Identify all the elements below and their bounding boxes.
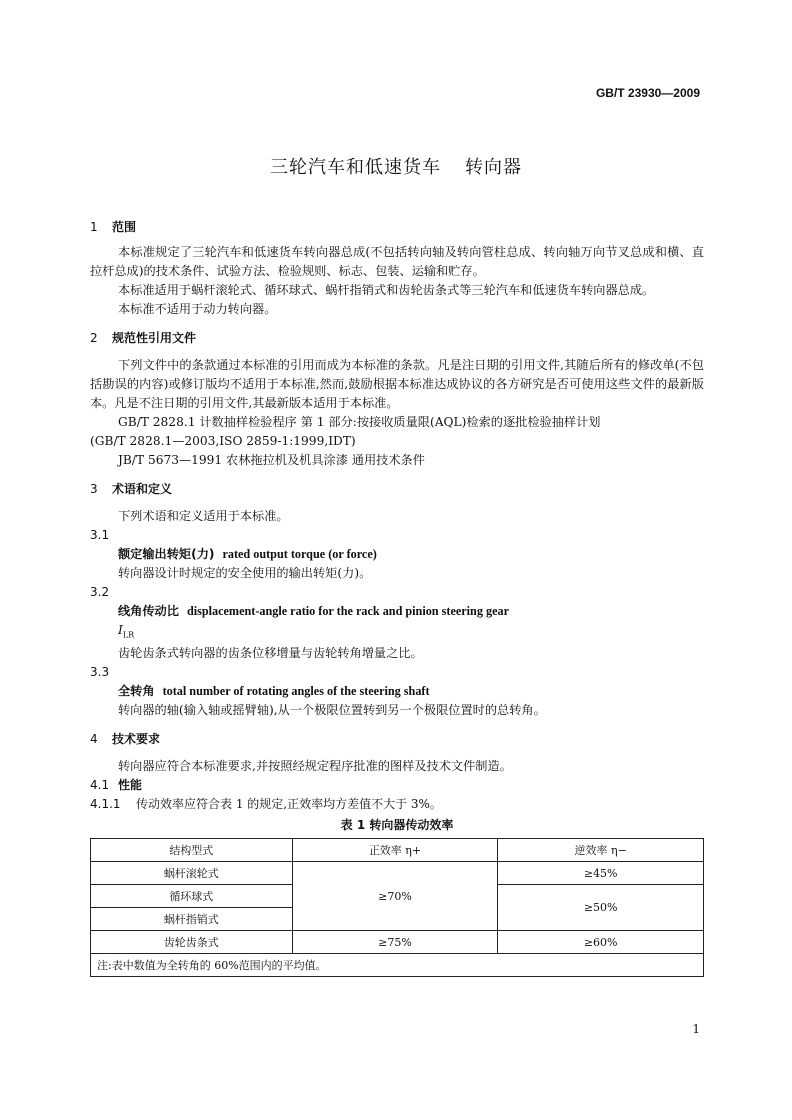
table-1-caption: 表 1 转向器传动效率 xyxy=(340,818,454,833)
section-2-heading: 2 规范性引用文件 xyxy=(90,331,197,345)
header-structure-type: 结构型式 xyxy=(91,839,293,862)
section-4-heading: 4 技术要求 xyxy=(90,732,161,747)
row-type: 蜗杆滚轮式 xyxy=(91,862,293,885)
section-1-heading: 1 范围 xyxy=(90,220,137,234)
efficiency-table xyxy=(90,838,704,977)
reverse-efficiency-4: ≥60% xyxy=(498,931,704,954)
row-type: 循环球式 xyxy=(91,885,293,908)
standard-code: GB/T 23930—2009 xyxy=(595,86,700,100)
section-2-para-1: 下列文件中的条款通过本标准的引用而成为本标准的条款。凡是注日期的引用文件,其随后所有的修改单(不包括勘误的内容)或修订版均不适用于本标准,然而,鼓励根据本标准达成协议的各方研究是否可使用这些文件的最新版本。凡是不注日期的引用文件,其最新版本适用于本标准。 xyxy=(90,358,704,410)
term-3-1: 额定输出转矩(力) rated output torque (or force) xyxy=(118,547,377,561)
section-3-intro: 下列术语和定义适用于本标准。 xyxy=(118,509,289,523)
reference-1: GB/T 2828.1 计数抽样检验程序 第 1 部分:按接收质量限(AQL)检索的逐批检验抽样计划 xyxy=(118,415,601,429)
reverse-efficiency-1: ≥45% xyxy=(498,862,704,885)
subsection-4-1-heading: 4.1 性能 xyxy=(90,778,143,793)
term-3-2-definition: 齿轮齿条式转向器的齿条位移增量与齿轮转角增量之比。 xyxy=(118,646,423,661)
row-type: 齿轮齿条式 xyxy=(91,931,293,954)
term-3-2: 线角传动比 displacement-angle ratio for the rack and pinion steering gear xyxy=(118,604,509,618)
page-number: 1 xyxy=(692,1022,700,1036)
table-row xyxy=(91,931,704,954)
section-4-para-1: 转向器应符合本标准要求,并按照经规定程序批准的图样及技术文件制造。 xyxy=(118,759,512,774)
forward-efficiency-4: ≥75% xyxy=(292,931,498,954)
reference-2: JB/T 5673—1991 农林拖拉机及机具涂漆 通用技术条件 xyxy=(118,453,425,467)
row-type: 蜗杆指销式 xyxy=(91,908,293,931)
table-note: 注:表中数值为全转角的 60%范围内的平均值。 xyxy=(91,954,704,977)
table-header-row xyxy=(91,839,704,862)
document-title xyxy=(0,153,792,179)
term-3-2-number: 3.2 xyxy=(90,585,110,599)
header-forward-efficiency: 正效率 η+ xyxy=(292,839,498,862)
header-reverse-efficiency: 逆效率 η− xyxy=(498,839,704,862)
title-part1: 三轮汽车和低速货车 xyxy=(270,157,441,178)
forward-efficiency-group: ≥70% xyxy=(292,862,498,931)
term-3-1-number: 3.1 xyxy=(90,528,110,542)
clause-4-1-1: 4.1.1 传动效率应符合表 1 的规定,正效率均方差值不大于 3%。 xyxy=(90,797,442,812)
term-3-2-symbol: $I_{LR}$ xyxy=(118,623,135,640)
term-3-3-definition: 转向器的轴(输入轴或摇臂轴),从一个极限位置转到另一个极限位置时的总转角。 xyxy=(118,703,546,718)
section-3-heading: 3 术语和定义 xyxy=(90,482,173,496)
section-1-para-1: 本标准规定了三轮汽车和低速货车转向器总成(不包括转向轴及转向管柱总成、转向轴万向节叉总成和横、直拉杆总成)的技术条件、试验方法、检验规则、标志、包装、运输和贮存。 xyxy=(90,245,704,278)
table-row xyxy=(91,862,704,885)
term-3-1-definition: 转向器设计时规定的安全使用的输出转矩(力)。 xyxy=(118,566,372,580)
reference-1-cont: (GB/T 2828.1—2003,ISO 2859-1:1999,IDT) xyxy=(90,434,356,448)
term-3-3: 全转角 total number of rotating angles of the steering shaft xyxy=(118,684,430,699)
title-part2: 转向器 xyxy=(465,157,522,178)
section-1-para-2: 本标准适用于蜗杆滚轮式、循环球式、蜗杆指销式和齿轮齿条式等三轮汽车和低速货车转向器总成。 xyxy=(118,283,655,297)
document-body xyxy=(90,218,704,977)
section-1-para-3: 本标准不适用于动力转向器。 xyxy=(118,302,277,316)
reverse-efficiency-group: ≥50% xyxy=(498,885,704,931)
table-note-row xyxy=(91,954,704,977)
term-3-3-number: 3.3 xyxy=(90,665,110,680)
